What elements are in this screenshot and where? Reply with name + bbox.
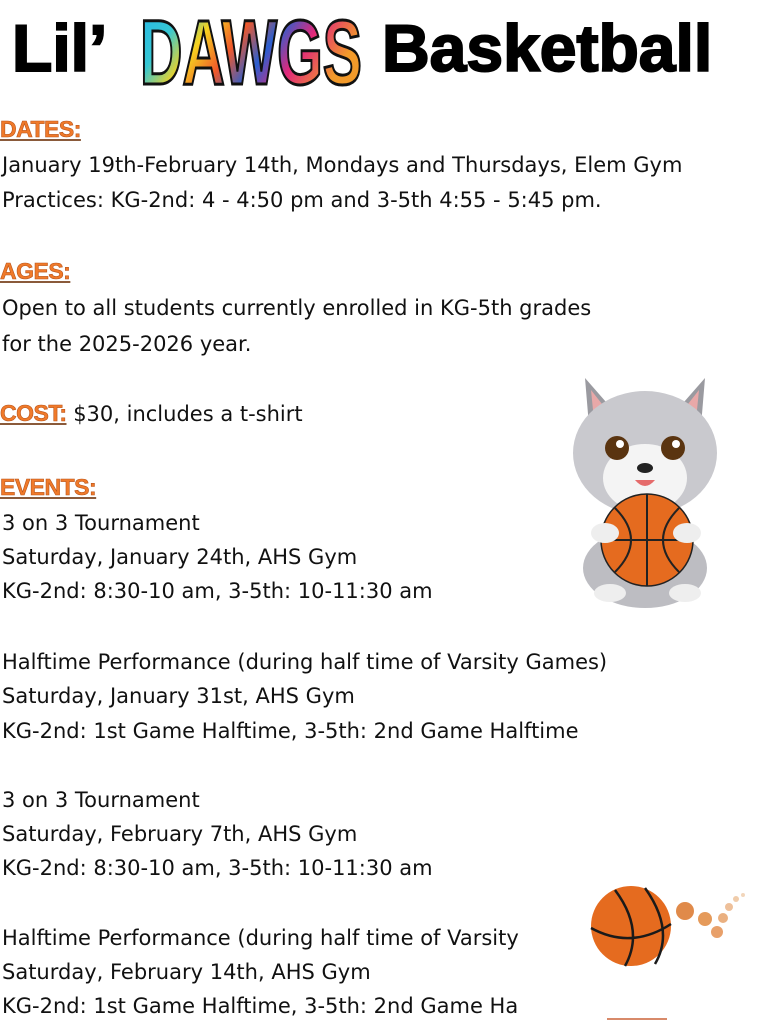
event-line: 3 on 3 Tournament [2, 511, 200, 535]
event-line: Saturday, January 31st, AHS Gym [2, 684, 355, 708]
dates-heading: DATES: [0, 116, 81, 142]
event-line: KG-2nd: 1st Game Halftime, 3-5th: 2nd Game Ha [2, 994, 519, 1018]
dawgs-logo [135, 4, 368, 96]
practices-line: Practices: KG-2nd: 4 - 4:50 pm and 3-5th 4:55 - 5:45 pm. [2, 188, 602, 212]
ages-line: Open to all students currently enrolled in KG-5th grades [2, 296, 592, 320]
event-line: Halftime Performance (during half time of Varsity [2, 926, 519, 950]
svg-text:DAWGS: DAWGS [140, 4, 362, 96]
event-line: KG-2nd: 8:30-10 am, 3-5th: 10-11:30 am [2, 579, 433, 603]
event-line: KG-2nd: 1st Game Halftime, 3-5th: 2nd Game Halftime [2, 719, 579, 743]
bouncing-basketballs-illustration [585, 880, 773, 1024]
cost-text: $30, includes a t-shirt [73, 402, 303, 426]
ages-heading: AGES: [0, 258, 71, 284]
cost-row [0, 400, 303, 427]
events-heading: EVENTS: [0, 474, 97, 500]
dates-line: January 19th-February 14th, Mondays and Thursdays, Elem Gym [2, 153, 683, 177]
title-basketball: Basketball [382, 11, 713, 85]
ages-line: for the 2025-2026 year. [2, 332, 252, 356]
event-line: Saturday, February 14th, AHS Gym [2, 960, 371, 984]
cost-heading: COST: [0, 400, 67, 426]
title-lil: Lil’ [12, 11, 108, 85]
event-line: 3 on 3 Tournament [2, 788, 200, 812]
event-line: Saturday, February 7th, AHS Gym [2, 822, 358, 846]
wolf-puppy-basketball-illustration [565, 368, 725, 608]
event-line: Halftime Performance (during half time of Varsity Games) [2, 650, 608, 674]
event-line: KG-2nd: 8:30-10 am, 3-5th: 10-11:30 am [2, 856, 433, 880]
event-line: Saturday, January 24th, AHS Gym [2, 545, 358, 569]
